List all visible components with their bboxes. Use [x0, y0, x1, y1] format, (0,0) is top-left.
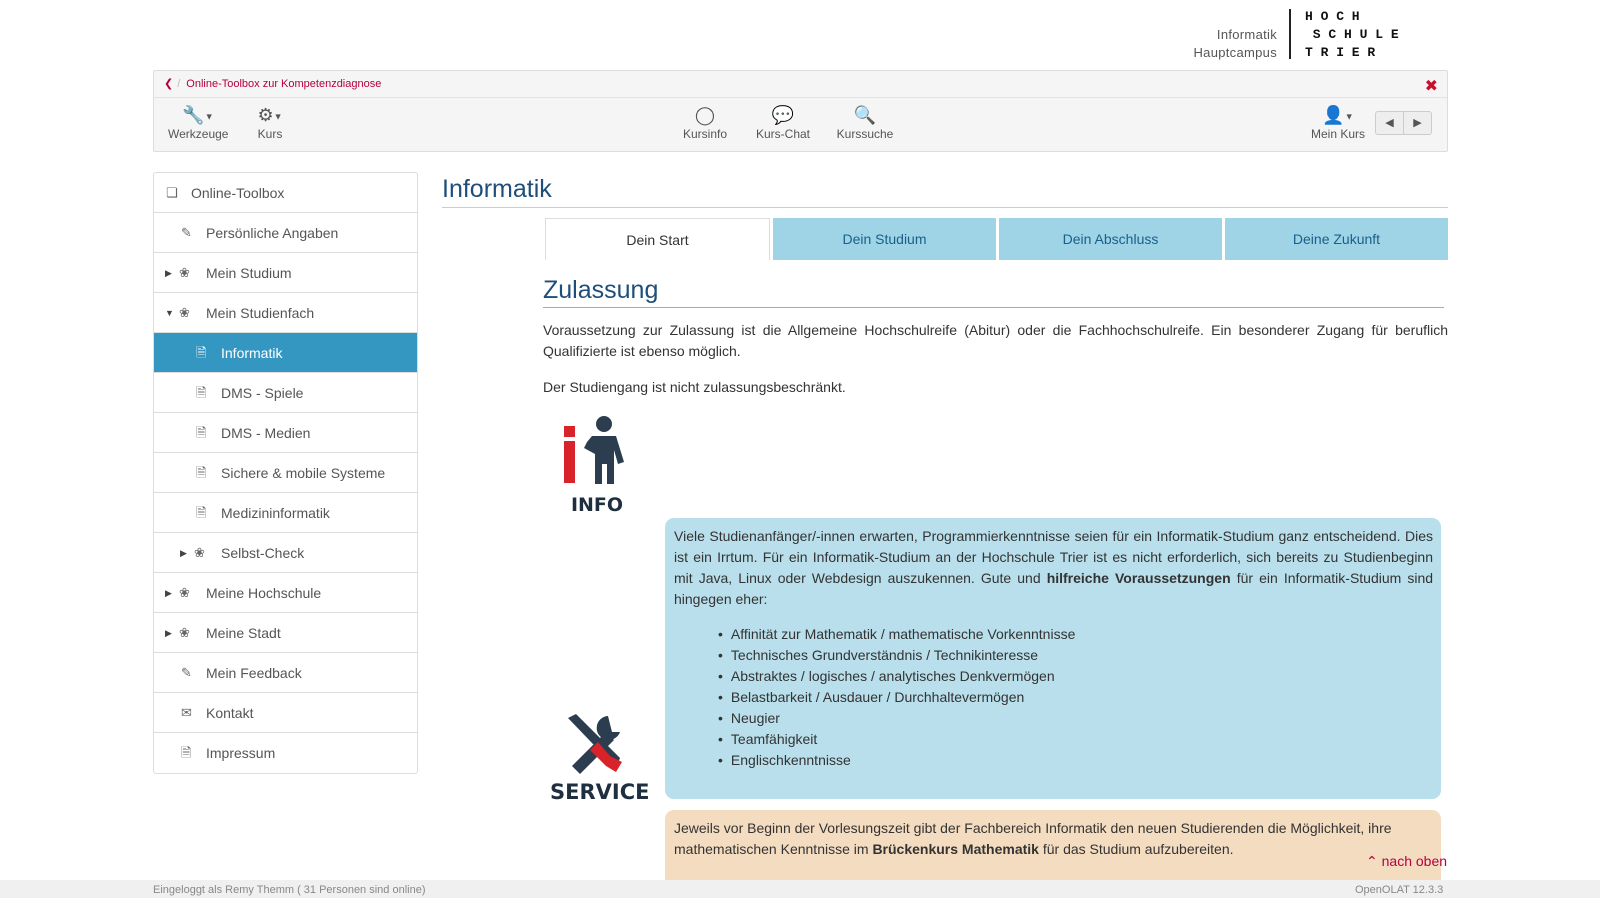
course-menu	[153, 172, 418, 774]
structure-icon: ❀	[179, 585, 190, 600]
back-icon[interactable]: ❮	[164, 78, 174, 90]
cube-icon: ❏	[166, 185, 178, 200]
admission-paragraph: Voraussetzung zur Zulassung ist die Allgemeine Hochschulreife (Abitur) oder die Fachhochschulreife. Ein besonderer Zugang für beruflich Qualifizierte ist ebenso möglich.	[543, 322, 1448, 359]
sidebar-item-label: Mein Feedback	[206, 665, 302, 681]
close-icon[interactable]: ✖	[1424, 78, 1438, 95]
structure-icon: ❀	[194, 545, 205, 560]
sidebar-item-persoenliche-angaben[interactable]	[154, 213, 417, 253]
structure-icon: ❀	[179, 625, 190, 640]
page-title: Informatik	[442, 172, 1448, 208]
sidebar-item-label: Selbst-Check	[221, 545, 305, 561]
sidebar-item-mein-studienfach[interactable]	[154, 293, 417, 333]
structure-icon: ❀	[179, 265, 190, 280]
service-label: SERVICE	[550, 780, 650, 804]
next-icon[interactable]: ▶	[1403, 112, 1431, 134]
info-label: INFO	[570, 494, 624, 516]
sidebar-item-label: Impressum	[206, 745, 276, 761]
tab-deine-zukunft[interactable]: Deine Zukunft	[1225, 218, 1448, 260]
sidebar-item-mein-feedback[interactable]	[154, 653, 417, 693]
info-box	[665, 518, 1441, 799]
hochschule-trier-logo: H O C H S C H U L E T R I E R	[1305, 9, 1399, 60]
expand-arrow-icon[interactable]: ▶	[165, 268, 172, 278]
sidebar-item-label: DMS - Spiele	[221, 385, 304, 401]
info-text-bold: hilfreiche Voraussetzungen	[1046, 570, 1231, 586]
back-to-top-label: nach oben	[1381, 853, 1448, 869]
sidebar-item-informatik[interactable]	[154, 333, 417, 373]
info-text: Viele Studienanfänger/-innen erwarten, Programmierkenntnisse seien für ein Informatik-Studium ganz entscheidend. Dies ist ein Irrtum. Für ein Informatik-Studium an der Hochschule Trier ist es nicht erforderlich, sich bereits zu Studienbeginn mit Java, Linux oder Webdesign auszukennen. Gute und	[674, 528, 1433, 586]
coursesearch-button[interactable]	[832, 103, 898, 141]
sidebar-item-selbst-check[interactable]	[154, 533, 417, 573]
list-item: • Abstraktes / logisches / analytisches Denkvermögen	[732, 666, 1433, 687]
sidebar-item-sichere-mobile-systeme[interactable]	[154, 453, 417, 493]
sidebar-item-label: Informatik	[221, 345, 283, 361]
course-menu-button[interactable]	[250, 103, 290, 141]
info-person-icon	[562, 414, 632, 494]
courseinfo-button[interactable]	[675, 103, 735, 141]
sidebar-item-mein-studium[interactable]	[154, 253, 417, 293]
logo-divider	[1289, 9, 1291, 59]
list-item: • Englischkenntnisse	[732, 750, 1433, 771]
info-pictogram	[562, 414, 632, 524]
page-icon: 🗎	[196, 385, 207, 400]
service-pictogram	[550, 710, 650, 815]
page-icon: 🗎	[196, 425, 207, 440]
tools-label: Werkzeuge	[168, 127, 229, 141]
list-item: • Neugier	[732, 708, 1433, 729]
version-label: OpenOLAT 12.3.3	[1355, 884, 1444, 896]
sidebar-item-label: DMS - Medien	[221, 425, 311, 441]
previous-icon[interactable]: ◀	[1385, 117, 1394, 129]
expand-arrow-icon[interactable]: ▶	[180, 548, 187, 558]
sidebar-item-meine-hochschule[interactable]	[154, 573, 417, 613]
sidebar-item-label: Meine Stadt	[206, 625, 281, 641]
campus-name: Hauptcampus	[1193, 45, 1277, 60]
tab-dein-abschluss[interactable]: Dein Abschluss	[999, 218, 1222, 260]
service-text-end: für das Studium aufzubereiten.	[1042, 841, 1234, 857]
service-text: Jeweils vor Beginn der Vorlesungszeit gibt der Fachbereich Informatik den neuen Studierenden die Möglichkeit, ihre mathematischen Kenntnisse im	[674, 820, 1392, 857]
coursechat-label: Kurs-Chat	[755, 127, 811, 141]
tools-icon	[550, 710, 636, 780]
page-footer	[0, 880, 1600, 898]
tab-dein-studium[interactable]: Dein Studium	[773, 218, 996, 260]
login-status: Eingeloggt als Remy Themm ( 31 Personen sind online)	[153, 884, 426, 896]
sidebar-item-label: Medizininformatik	[221, 505, 330, 521]
page-icon: 🗎	[181, 745, 192, 760]
institute-name: Informatik	[1216, 27, 1277, 42]
expand-arrow-icon[interactable]: ▶	[165, 588, 172, 598]
lightbulb-icon: ◯	[694, 105, 716, 125]
edit-icon: ✎	[181, 665, 192, 680]
tab-dein-start[interactable]: Dein Start	[545, 218, 770, 260]
restriction-paragraph: Der Studiengang ist nicht zulassungsbeschränkt.	[543, 379, 846, 395]
sidebar-item-label: Online-Toolbox	[191, 185, 285, 201]
sidebar-item-meine-stadt[interactable]	[154, 613, 417, 653]
sidebar-item-medizininformatik[interactable]	[154, 493, 417, 533]
sidebar-item-impressum[interactable]	[154, 733, 417, 773]
list-item: • Technisches Grundverständnis / Technikinteresse	[732, 645, 1433, 666]
info-text-end: für ein Informatik-Studium sind hingegen eher:	[674, 570, 1434, 607]
prerequisites-list	[732, 624, 1433, 771]
mycourse-menu-button[interactable]	[1309, 103, 1367, 141]
back-to-top-link[interactable]	[1366, 853, 1447, 870]
search-icon: 🔍	[853, 105, 877, 125]
breadcrumb-title[interactable]: Online-Toolbox zur Kompetenzdiagnose	[186, 78, 382, 90]
tools-menu-button[interactable]	[168, 103, 228, 141]
expand-arrow-icon[interactable]: ▶	[165, 628, 172, 638]
course-pager	[1375, 111, 1432, 135]
chat-bubble-icon: 💬	[771, 105, 795, 125]
sidebar-item-label: Persönliche Angaben	[206, 225, 339, 241]
coursechat-button[interactable]	[751, 103, 815, 141]
sidebar-item-kontakt[interactable]	[154, 693, 417, 733]
gears-icon: ⚙▼	[257, 105, 283, 125]
page-icon: 🗎	[196, 505, 207, 520]
structure-icon: ❀	[179, 305, 190, 320]
sidebar-item-label: Kontakt	[206, 705, 254, 721]
chevron-up-icon: ⌃	[1366, 853, 1378, 869]
coursesearch-label: Kurssuche	[836, 127, 894, 141]
list-item: • Teamfähigkeit	[732, 729, 1433, 750]
mycourse-label: Mein Kurs	[1310, 127, 1366, 141]
sidebar-item-online-toolbox[interactable]	[154, 173, 417, 213]
course-label: Kurs	[257, 127, 283, 141]
user-icon: 👤▼	[1322, 105, 1354, 125]
sidebar-item-dms-spiele[interactable]	[154, 373, 417, 413]
courseinfo-label: Kursinfo	[682, 127, 728, 141]
list-item: • Belastbarkeit / Ausdauer / Durchhaltevermögen	[732, 687, 1433, 708]
page-icon: 🗎	[196, 345, 207, 360]
collapse-arrow-icon[interactable]: ▼	[165, 308, 174, 318]
envelope-icon: ✉	[181, 705, 192, 720]
section-title: Zulassung	[543, 276, 1444, 308]
page-icon: 🗎	[196, 465, 207, 480]
service-text-bold: Brückenkurs Mathematik	[872, 841, 1039, 857]
sidebar-item-label: Meine Hochschule	[206, 585, 322, 601]
list-item: • Affinität zur Mathematik / mathematische Vorkenntnisse	[732, 624, 1433, 645]
wrench-icon: 🔧▼	[182, 105, 214, 125]
institute-label	[1193, 26, 1277, 62]
sidebar-item-dms-medien[interactable]	[154, 413, 417, 453]
sidebar-item-label: Mein Studium	[206, 265, 292, 281]
breadcrumb: ❮ / Online-Toolbox zur Kompetenzdiagnose ✖	[154, 71, 1447, 98]
tab-bar	[545, 218, 1448, 260]
edit-icon: ✎	[181, 225, 192, 240]
course-toolbar	[153, 70, 1448, 152]
sidebar-item-label: Mein Studienfach	[206, 305, 315, 321]
site-header	[0, 0, 1600, 70]
sidebar-item-label: Sichere & mobile Systeme	[221, 465, 386, 481]
